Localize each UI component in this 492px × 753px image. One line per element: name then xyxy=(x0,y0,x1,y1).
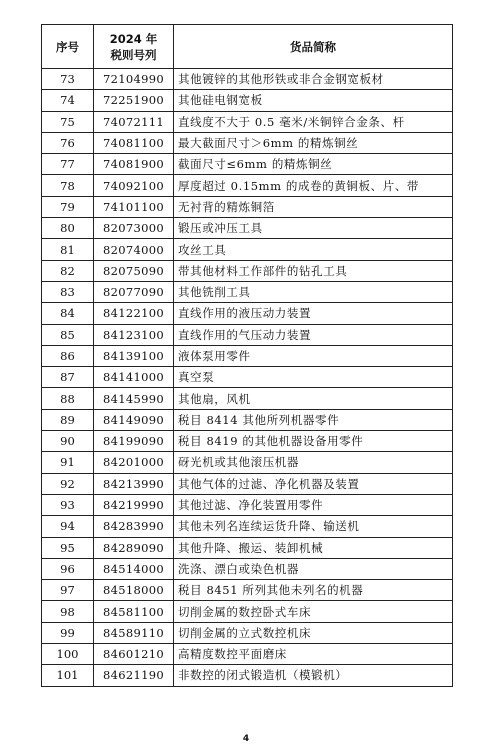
table-row xyxy=(42,558,453,579)
code-cell: 74101100 xyxy=(94,196,174,217)
seq-cell: 93 xyxy=(42,494,94,515)
code-cell: 84283990 xyxy=(94,516,174,537)
name-cell: 真空泵 xyxy=(174,367,453,388)
name-cell: 锻压或冲压工具 xyxy=(174,218,453,239)
name-cell: 其他升降、搬运、装卸机械 xyxy=(174,537,453,558)
table-row xyxy=(42,580,453,601)
seq-cell: 81 xyxy=(42,239,94,260)
seq-cell: 75 xyxy=(42,111,94,132)
table-row xyxy=(42,132,453,153)
code-cell: 84589110 xyxy=(94,622,174,643)
code-cell: 84145990 xyxy=(94,388,174,409)
seq-cell: 98 xyxy=(42,601,94,622)
header-code-year: 2024 年 xyxy=(109,31,158,46)
table-row xyxy=(42,431,453,452)
code-cell: 84621190 xyxy=(94,665,174,686)
table-row xyxy=(42,239,453,260)
seq-cell: 78 xyxy=(42,175,94,196)
table-row xyxy=(42,260,453,281)
name-cell: 截面尺寸≤6mm 的精炼铜丝 xyxy=(174,154,453,175)
seq-cell: 76 xyxy=(42,132,94,153)
table-row xyxy=(42,473,453,494)
table-row xyxy=(42,218,453,239)
name-cell: 无衬背的精炼铜箔 xyxy=(174,196,453,217)
code-cell: 84199090 xyxy=(94,431,174,452)
table-row xyxy=(42,388,453,409)
table-row xyxy=(42,69,453,90)
seq-cell: 92 xyxy=(42,473,94,494)
seq-cell: 99 xyxy=(42,622,94,643)
code-cell: 84219990 xyxy=(94,494,174,515)
header-code-label: 税则号列 xyxy=(110,47,157,62)
seq-cell: 87 xyxy=(42,367,94,388)
name-cell: 其他硅电钢宽板 xyxy=(174,90,453,111)
seq-cell: 101 xyxy=(42,665,94,686)
code-cell: 84213990 xyxy=(94,473,174,494)
code-cell: 84201000 xyxy=(94,452,174,473)
code-cell: 84518000 xyxy=(94,580,174,601)
header-row xyxy=(42,25,453,69)
name-cell: 切削金属的数控卧式车床 xyxy=(174,601,453,622)
table-row xyxy=(42,622,453,643)
name-cell: 其他过滤、净化装置用零件 xyxy=(174,494,453,515)
code-cell: 84581100 xyxy=(94,601,174,622)
header-code xyxy=(94,25,174,69)
seq-cell: 100 xyxy=(42,644,94,665)
seq-cell: 90 xyxy=(42,431,94,452)
seq-cell: 84 xyxy=(42,303,94,324)
table-header xyxy=(42,25,453,69)
code-cell: 82077090 xyxy=(94,281,174,302)
seq-cell: 88 xyxy=(42,388,94,409)
name-cell: 非数控的闭式锻造机（模锻机） xyxy=(174,665,453,686)
code-cell: 84149090 xyxy=(94,409,174,430)
name-cell: 直线度不大于 0.5 毫米/米铜锌合金条、杆 xyxy=(174,111,453,132)
name-cell: 税目 8414 其他所列机器零件 xyxy=(174,409,453,430)
code-cell: 72251900 xyxy=(94,90,174,111)
code-cell: 84123100 xyxy=(94,324,174,345)
name-cell: 攻丝工具 xyxy=(174,239,453,260)
name-cell: 砑光机或其他滚压机器 xyxy=(174,452,453,473)
code-cell: 84122100 xyxy=(94,303,174,324)
code-cell: 74081900 xyxy=(94,154,174,175)
name-cell: 直线作用的液压动力装置 xyxy=(174,303,453,324)
seq-cell: 97 xyxy=(42,580,94,601)
table-row xyxy=(42,665,453,686)
code-cell: 72104990 xyxy=(94,69,174,90)
code-cell: 84601210 xyxy=(94,644,174,665)
table-row xyxy=(42,324,453,345)
seq-cell: 91 xyxy=(42,452,94,473)
seq-cell: 95 xyxy=(42,537,94,558)
table-row xyxy=(42,367,453,388)
page-number: 4 xyxy=(242,734,250,744)
seq-cell: 73 xyxy=(42,69,94,90)
name-cell: 液体泵用零件 xyxy=(174,345,453,366)
header-name: 货品简称 xyxy=(174,25,453,69)
table-row xyxy=(42,90,453,111)
table-row xyxy=(42,601,453,622)
code-cell: 82074000 xyxy=(94,239,174,260)
seq-cell: 83 xyxy=(42,281,94,302)
table-row xyxy=(42,452,453,473)
code-cell: 84141000 xyxy=(94,367,174,388)
seq-cell: 86 xyxy=(42,345,94,366)
seq-cell: 89 xyxy=(42,409,94,430)
table-row xyxy=(42,175,453,196)
code-cell: 74092100 xyxy=(94,175,174,196)
code-cell: 74081100 xyxy=(94,132,174,153)
name-cell: 其他气体的过滤、净化机器及装置 xyxy=(174,473,453,494)
name-cell: 洗涤、漂白或染色机器 xyxy=(174,558,453,579)
seq-cell: 94 xyxy=(42,516,94,537)
table-row xyxy=(42,196,453,217)
name-cell: 高精度数控平面磨床 xyxy=(174,644,453,665)
table-row xyxy=(42,409,453,430)
name-cell: 其他铣削工具 xyxy=(174,281,453,302)
seq-cell: 77 xyxy=(42,154,94,175)
code-cell: 74072111 xyxy=(94,111,174,132)
goods-table xyxy=(41,24,453,687)
table-row xyxy=(42,644,453,665)
table-row xyxy=(42,154,453,175)
table-row xyxy=(42,345,453,366)
name-cell: 最大截面尺寸＞6mm 的精炼铜丝 xyxy=(174,132,453,153)
code-cell: 82075090 xyxy=(94,260,174,281)
seq-cell: 79 xyxy=(42,196,94,217)
name-cell: 带其他材料工作部件的钻孔工具 xyxy=(174,260,453,281)
table-row xyxy=(42,303,453,324)
seq-cell: 82 xyxy=(42,260,94,281)
code-cell: 84289090 xyxy=(94,537,174,558)
code-cell: 82073000 xyxy=(94,218,174,239)
table-row xyxy=(42,111,453,132)
code-cell: 84514000 xyxy=(94,558,174,579)
table-body xyxy=(42,69,453,687)
name-cell: 直线作用的气压动力装置 xyxy=(174,324,453,345)
table-row xyxy=(42,281,453,302)
header-seq: 序号 xyxy=(42,25,94,69)
table-row xyxy=(42,537,453,558)
name-cell: 税目 8419 的其他机器设备用零件 xyxy=(174,431,453,452)
name-cell: 其他镀锌的其他形铁或非合金钢宽板材 xyxy=(174,69,453,90)
name-cell: 税目 8451 所列其他未列名的机器 xyxy=(174,580,453,601)
table-row xyxy=(42,494,453,515)
name-cell: 其他未列名连续运货升降、输送机 xyxy=(174,516,453,537)
seq-cell: 80 xyxy=(42,218,94,239)
seq-cell: 85 xyxy=(42,324,94,345)
seq-cell: 96 xyxy=(42,558,94,579)
name-cell: 切削金属的立式数控机床 xyxy=(174,622,453,643)
name-cell: 其他扇，风机 xyxy=(174,388,453,409)
name-cell: 厚度超过 0.15mm 的成卷的黄铜板、片、带 xyxy=(174,175,453,196)
seq-cell: 74 xyxy=(42,90,94,111)
code-cell: 84139100 xyxy=(94,345,174,366)
table-row xyxy=(42,516,453,537)
